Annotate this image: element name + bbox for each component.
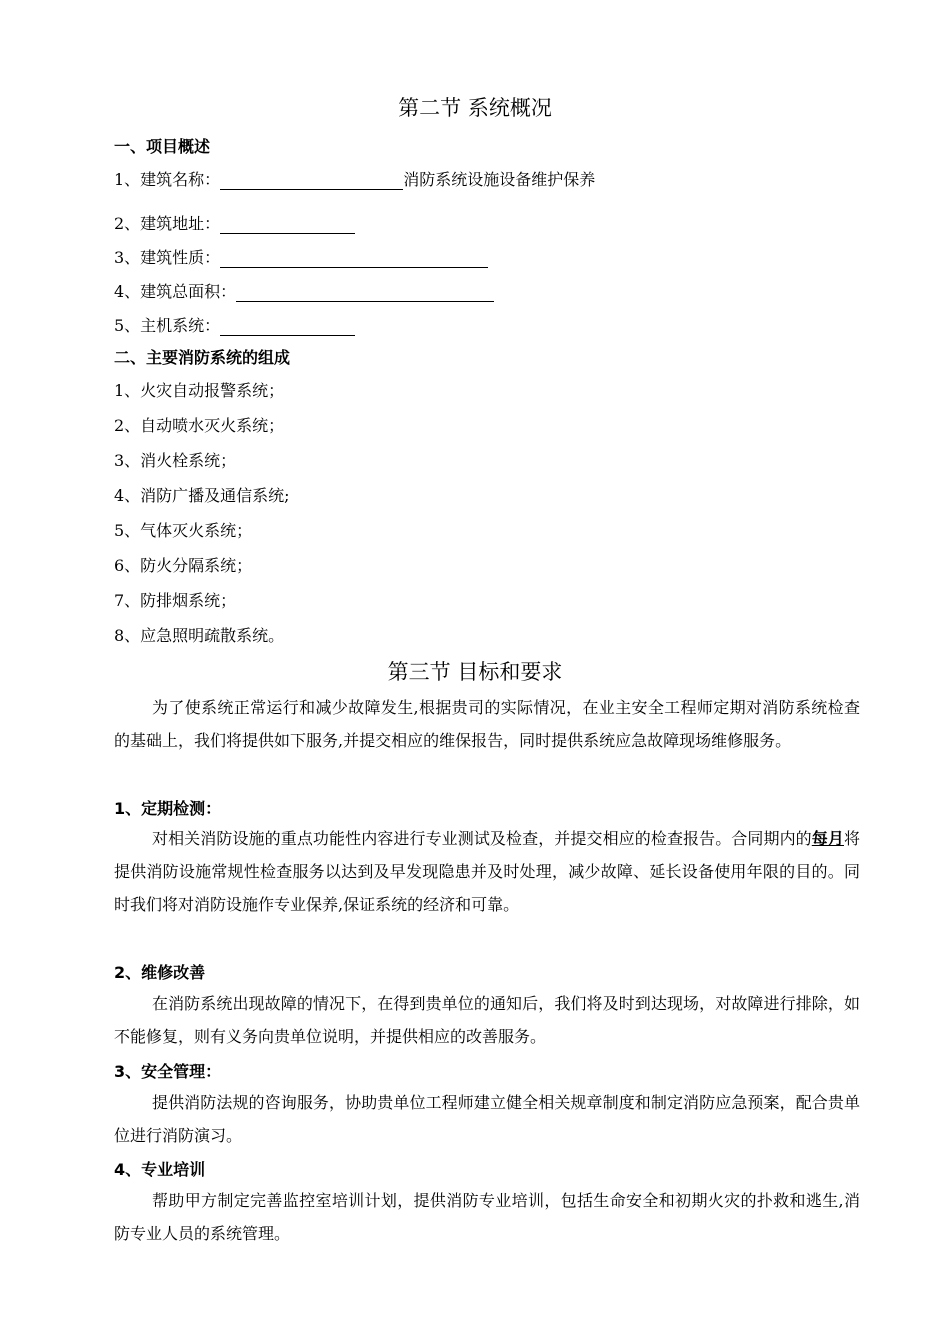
item-paragraph-periodic-inspection [114, 822, 860, 921]
field-building-name [114, 167, 595, 190]
field-label: 4、建筑总面积： [114, 282, 237, 301]
item-heading-training: 4、专业培训 [114, 1160, 206, 1179]
field-building-address [114, 211, 355, 234]
item-paragraph-safety: 提供消防法规的咨询服务，协助贵单位工程师建立健全相关规章制度和制定消防应急预案，配合贵单位进行消防演习。 [114, 1093, 860, 1145]
field-label: 2、建筑地址： [114, 214, 221, 233]
list-item: 5、气体灭火系统； [114, 521, 253, 540]
list-item: 1、火灾自动报警系统； [114, 381, 285, 400]
paragraph-text: 对相关消防设施的重点功能性内容进行专业测试及检查，并提交相应的检查报告。合同期内的 [152, 829, 812, 848]
field-suffix: 消防系统设施设备维护保养 [403, 170, 596, 189]
paragraph-text: 将提供消防设施常规性检查服务以达到及早发现隐患并及时处理，减少故障、延长设备使用年限的目的。同时我们将对消防设施作专业保养,保证系统的经济和可靠。 [114, 829, 860, 914]
field-building-nature [114, 245, 488, 268]
emphasis-text: 每月 [811, 829, 844, 848]
blank-line [220, 249, 488, 268]
item-heading-periodic-inspection: 1、定期检测： [114, 799, 222, 818]
item-paragraph-repair: 在消防系统出现故障的情况下，在得到贵单位的通知后，我们将及时到达现场，对故障进行排除，如不能修复，则有义务向贵单位说明，并提供相应的改善服务。 [114, 994, 860, 1046]
field-building-area [114, 279, 494, 302]
list-item: 4、消防广播及通信系统; [114, 486, 290, 505]
intro-paragraph: 为了使系统正常运行和减少故障发生,根据贵司的实际情况，在业主安全工程师定期对消防系统检查的基础上，我们将提供如下服务,并提交相应的维保报告，同时提供系统应急故障现场维修服务。 [114, 698, 860, 750]
list-item: 3、消火栓系统； [114, 451, 237, 470]
list-item: 7、防排烟系统； [114, 591, 237, 610]
field-host-system [114, 313, 355, 336]
list-item: 2、自动喷水灭火系统； [114, 416, 285, 435]
systems-heading: 二、主要消防系统的组成 [114, 348, 291, 367]
list-item: 8、应急照明疏散系统。 [114, 626, 285, 645]
blank-line [220, 215, 355, 234]
item-paragraph-training: 帮助甲方制定完善监控室培训计划，提供消防专业培训，包括生命安全和初期火灾的扑救和逃生,消防专业人员的系统管理。 [114, 1191, 860, 1243]
blank-line [220, 317, 355, 336]
section2-title: 第二节 系统概况 [398, 96, 552, 120]
item-heading-repair: 2、维修改善 [114, 963, 206, 982]
overview-heading: 一、项目概述 [114, 137, 211, 156]
item-heading-safety: 3、安全管理： [114, 1062, 222, 1081]
blank-line [236, 283, 494, 302]
field-label: 5、主机系统： [114, 316, 221, 335]
section3-title: 第三节 目标和要求 [387, 660, 563, 684]
list-item: 6、防火分隔系统； [114, 556, 253, 575]
field-label: 1、建筑名称： [114, 170, 221, 189]
blank-line [220, 171, 403, 190]
field-label: 3、建筑性质： [114, 248, 221, 267]
